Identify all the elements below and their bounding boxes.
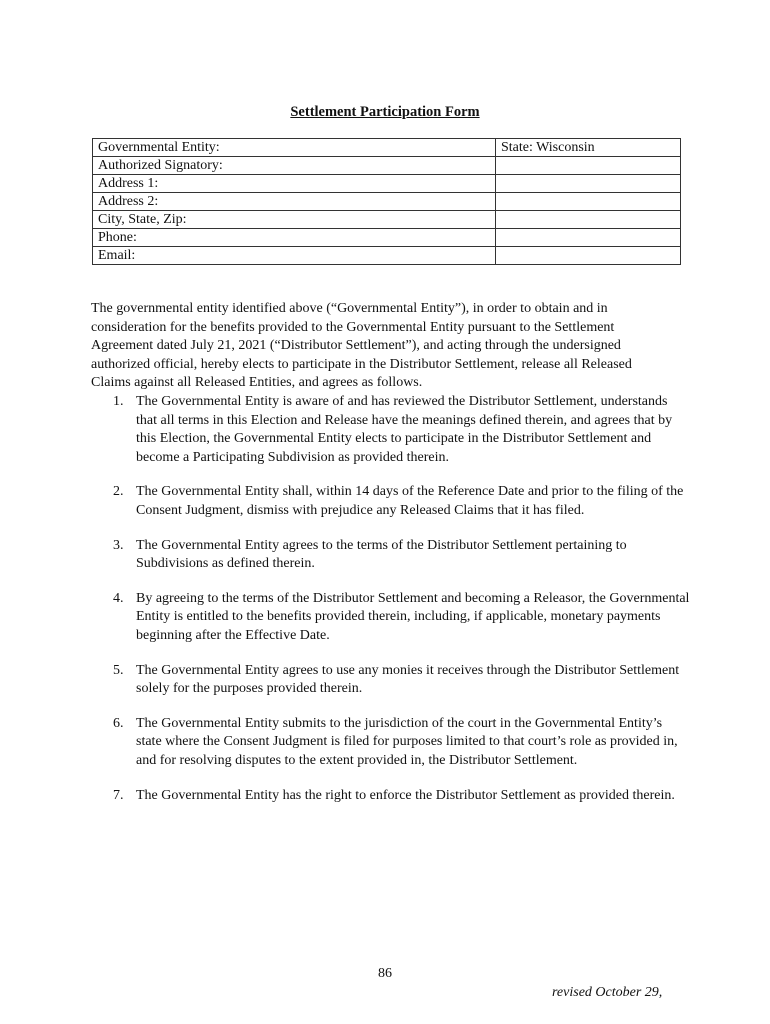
field-label: Governmental Entity: bbox=[93, 139, 496, 157]
term-text: The Governmental Entity agrees to use any monies it receives through the Distributor Settlement solely for the purposes provided therein. bbox=[136, 662, 680, 697]
terms-list bbox=[91, 393, 691, 821]
list-item bbox=[91, 662, 691, 699]
field-value bbox=[496, 193, 681, 211]
page-number: 86 bbox=[378, 966, 392, 981]
list-item bbox=[91, 590, 691, 646]
field-value bbox=[496, 175, 681, 193]
term-number: 6. bbox=[113, 715, 124, 731]
table-row bbox=[93, 229, 681, 247]
term-number: 1. bbox=[113, 394, 124, 409]
list-item bbox=[91, 483, 691, 520]
table-row bbox=[93, 175, 681, 193]
term-text: The Governmental Entity is aware of and has reviewed the Distributor Settlement, understands that all terms in this Election and Release have the meanings defined therein, and agrees that by this Election, the Governmental Entity elects to participate in the Distributor Settlement and become a Participating Subdivision as provided therein. bbox=[136, 394, 673, 465]
term-number: 3. bbox=[113, 537, 124, 553]
field-value: State: Wisconsin bbox=[496, 139, 681, 157]
term-text: The Governmental Entity shall, within 14 days of the Reference Date and prior to the filing of the Consent Judgment, dismiss with prejudice any Released Claims that it has filed. bbox=[136, 484, 684, 518]
page-title: Settlement Participation Form bbox=[290, 104, 480, 120]
table-row bbox=[93, 211, 681, 229]
term-text: By agreeing to the terms of the Distributor Settlement and becoming a Releasor, the Governmental Entity is entitled to the benefits provided therein, including, if applicable, monetary payments beginning after the Effective Date. bbox=[136, 590, 690, 643]
term-number: 7. bbox=[113, 787, 124, 803]
revision-note: revised October 29, bbox=[552, 985, 663, 1000]
term-text: The Governmental Entity submits to the jurisdiction of the court in the Governmental Entity’s state where the Consent Judgment is filed for purposes limited to that court’s role as provided in, and for resolving disputes to the extent provided in, the Distributor Settlement. bbox=[136, 715, 678, 768]
list-item bbox=[91, 787, 691, 806]
field-label: Email: bbox=[93, 247, 496, 265]
field-value bbox=[496, 157, 681, 175]
table-row bbox=[93, 139, 681, 157]
term-text: The Governmental Entity has the right to enforce the Distributor Settlement as provided therein. bbox=[136, 787, 675, 803]
field-label: Address 1: bbox=[93, 175, 496, 193]
intro-paragraph: The governmental entity identified above (“Governmental Entity”), in order to obtain and in consideration for the benefits provided to the Governmental Entity pursuant to the Settlement Agreement dated July 21, 2021 (“Distributor Settlement”), and acting through the undersigned authorized official, hereby elects to participate in the Distributor Settlement, release all Released Claims against all Released Entities, and agrees as follows. bbox=[91, 301, 632, 391]
field-label: Phone: bbox=[93, 229, 496, 247]
field-value bbox=[496, 247, 681, 265]
table-row bbox=[93, 247, 681, 265]
field-label: Address 2: bbox=[93, 193, 496, 211]
field-value bbox=[496, 211, 681, 229]
entity-info-table bbox=[92, 138, 681, 265]
list-item bbox=[91, 715, 691, 771]
table-row bbox=[93, 157, 681, 175]
field-label: City, State, Zip: bbox=[93, 211, 496, 229]
field-value bbox=[496, 229, 681, 247]
list-item bbox=[91, 537, 691, 574]
table-row bbox=[93, 193, 681, 211]
list-item bbox=[91, 393, 691, 467]
term-number: 4. bbox=[113, 590, 124, 606]
term-number: 2. bbox=[113, 484, 124, 500]
term-text: The Governmental Entity agrees to the terms of the Distributor Settlement pertaining to Subdivisions as defined therein. bbox=[136, 537, 627, 572]
term-number: 5. bbox=[113, 662, 124, 678]
field-label: Authorized Signatory: bbox=[93, 157, 496, 175]
